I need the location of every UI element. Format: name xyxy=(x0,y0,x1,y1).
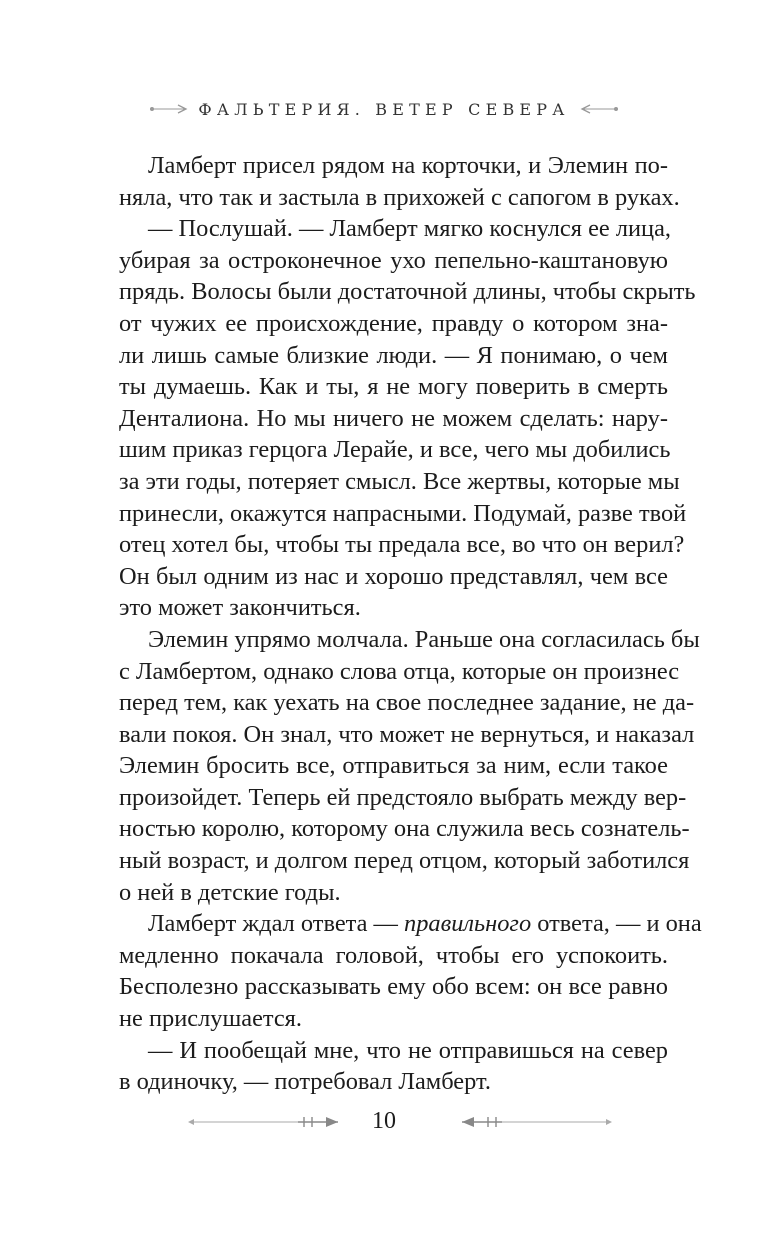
text-line-content: ты думаешь. Как и ты, я не могу поверить в смерть xyxy=(119,373,668,401)
text-line xyxy=(119,656,680,688)
text-line xyxy=(119,1066,668,1098)
text-line xyxy=(119,845,690,877)
text-line xyxy=(119,940,668,972)
text-line-content: Он был одним из нас и хорошо представлял, чем все xyxy=(119,562,668,590)
text-line-content: принесли, окажутся напрасными. Подумай, разве твой xyxy=(119,499,687,527)
text-line xyxy=(119,687,695,719)
text-line-content: от чужих ее происхождение, правду о котором зна- xyxy=(119,309,668,337)
text-line xyxy=(119,213,672,245)
arrow-ornament-icon xyxy=(580,103,620,115)
page-footer xyxy=(0,1104,768,1140)
text-line-content: Бесполезно рассказывать ему обо всем: он все равно xyxy=(119,973,668,1001)
arrow-ornament-icon xyxy=(148,103,188,115)
text-line-content: Элемин упрямо молчала. Раньше она согласилась бы xyxy=(148,625,700,653)
text-line-content: Денталиона. Но мы ничего не можем сделать: нару- xyxy=(119,404,668,432)
text-line xyxy=(119,308,668,340)
text-line-content: прядь. Волосы были достаточной длины, чтобы скрыть xyxy=(119,278,696,306)
text-line-content: — И пообещай мне, что не отправишься на север xyxy=(148,1036,668,1064)
text-line xyxy=(119,782,687,814)
text-line xyxy=(119,276,696,308)
text-line-content: с Ламбертом, однако слова отца, которые он произнес xyxy=(119,657,680,685)
text-line-content: о ней в детские годы. xyxy=(119,878,341,906)
text-line-content: вали покоя. Он знал, что может не вернуться, и наказал xyxy=(119,720,695,748)
text-line-content: Ламберт присел рядом на корточки, и Элемин по- xyxy=(148,152,668,179)
text-line xyxy=(119,592,668,624)
text-line xyxy=(119,434,671,466)
text-line xyxy=(119,529,685,561)
text-line-content: произойдет. Теперь ей предстояло выбрать между вер- xyxy=(119,783,687,811)
text-line xyxy=(119,371,668,403)
text-line xyxy=(119,466,680,498)
text-line xyxy=(119,245,668,277)
text-line-content: убирая за остроконечное ухо пепельно-каштановую xyxy=(119,246,668,274)
page-number: 10 xyxy=(372,1108,396,1134)
text-line xyxy=(119,971,668,1003)
text-line-content: ный возраст, и долгом перед отцом, который заботился xyxy=(119,847,690,875)
text-line xyxy=(119,498,687,530)
text-line xyxy=(119,719,695,751)
text-line-content: за эти годы, потеряет смысл. Все жертвы, которые мы xyxy=(119,467,680,495)
text-line-content: перед тем, как уехать на свое последнее задание, не да- xyxy=(119,689,695,717)
text-line-content: медленно покачала головой, чтобы его успокоить. xyxy=(119,941,668,969)
text-line xyxy=(119,150,668,182)
text-line xyxy=(119,877,668,909)
text-line-content: Ламберт ждал ответа — xyxy=(148,910,405,938)
running-title: ФАЛЬТЕРИЯ. ВЕТЕР СЕВЕРА xyxy=(198,99,570,119)
text-line-content: ностью королю, которому она служила весь сознатель- xyxy=(119,815,690,843)
text-line-content: — Послушай. — Ламберт мягко коснулся ее лица, xyxy=(148,215,672,243)
flourish-ornament-icon xyxy=(458,1114,614,1130)
text-line-content: ли лишь самые близкие люди. — Я понимаю, о чем xyxy=(119,341,668,369)
text-line xyxy=(119,182,680,214)
text-line-rest: ответа, — и она xyxy=(531,910,702,938)
running-header xyxy=(0,94,768,124)
text-line-content: шим приказ герцога Лерайе, и все, чего мы добились xyxy=(119,436,671,464)
text-line xyxy=(119,403,668,435)
text-line-content: это может закончиться. xyxy=(119,594,361,622)
text-line xyxy=(119,340,668,372)
text-line xyxy=(119,1035,668,1067)
text-line xyxy=(119,908,702,940)
text-line xyxy=(119,624,700,656)
text-line-content: не прислушается. xyxy=(119,1005,303,1033)
text-line-content: Элемин бросить все, отправиться за ним, если такое xyxy=(119,752,668,780)
emphasis-text: правильного xyxy=(404,910,532,938)
text-line-content: в одиночку, — потребовал Ламберт. xyxy=(119,1068,491,1096)
body-text xyxy=(119,150,702,1098)
text-line xyxy=(119,1003,668,1035)
text-line xyxy=(119,750,668,782)
text-line xyxy=(119,561,668,593)
text-line-content: няла, что так и застыла в прихожей с сапогом в руках. xyxy=(119,183,680,211)
text-line xyxy=(119,813,690,845)
text-line-content: отец хотел бы, чтобы ты предала все, во что он верил? xyxy=(119,531,685,559)
